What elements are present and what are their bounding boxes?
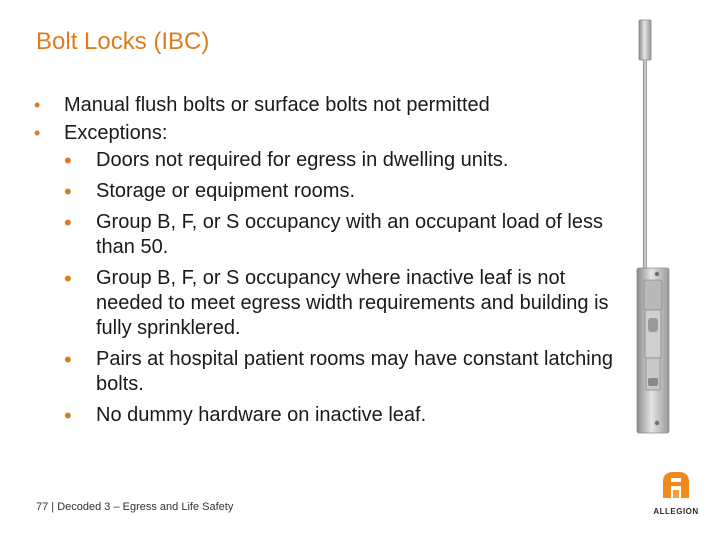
slide-title: Bolt Locks (IBC): [36, 28, 210, 55]
sub-bullet-text: Group B, F, or S occupancy with an occupant load of less than 50.: [96, 211, 603, 258]
bullet-icon: •: [34, 95, 41, 115]
sub-bullet-text: Storage or equipment rooms.: [96, 180, 356, 202]
sub-list-item: [34, 210, 616, 260]
bullet-icon: •: [64, 210, 72, 235]
bullet-icon: •: [64, 403, 72, 428]
sub-list-item: [34, 266, 616, 341]
sub-bullet-text: Group B, F, or S occupancy where inactive leaf is not needed to meet egress width requirements and building is fully sprinklered.: [96, 267, 609, 339]
bullet-icon: •: [64, 179, 72, 204]
bullet-icon: •: [34, 123, 41, 143]
bullet-text: Exceptions:: [64, 122, 168, 144]
bullet-icon: •: [64, 148, 72, 173]
sub-bullet-text: Doors not required for egress in dwelling units.: [96, 149, 509, 171]
list-item: [34, 120, 634, 147]
bullet-text: Manual flush bolts or surface bolts not permitted: [64, 94, 490, 116]
sub-list-item: [34, 347, 616, 397]
sub-list-item: [34, 179, 616, 204]
logo-text: ALLEGION: [653, 507, 699, 516]
bullet-list: [34, 92, 634, 434]
sub-list-item: [34, 148, 616, 173]
slide-footer: 77 | Decoded 3 – Egress and Life Safety: [36, 501, 234, 513]
list-item: [34, 92, 634, 119]
allegion-logo: [638, 470, 714, 516]
bullet-icon: •: [64, 347, 72, 372]
sub-bullet-text: No dummy hardware on inactive leaf.: [96, 404, 427, 426]
bullet-icon: •: [64, 266, 72, 291]
sub-bullet-text: Pairs at hospital patient rooms may have constant latching bolts.: [96, 348, 613, 395]
sub-list-item: [34, 403, 616, 428]
flush-bolt-image: [630, 18, 676, 438]
allegion-logo-icon: [661, 470, 691, 500]
